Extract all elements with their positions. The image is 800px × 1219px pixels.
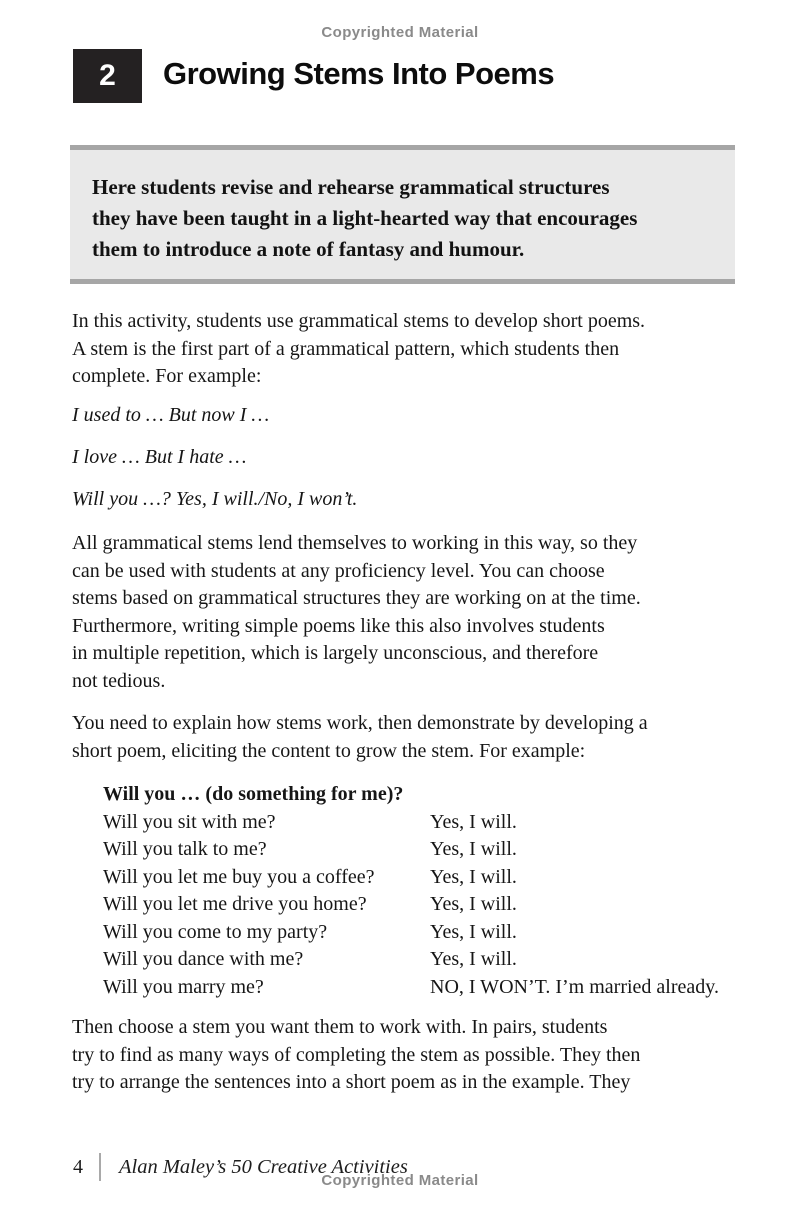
- example-row: [103, 919, 719, 947]
- example-row: [103, 946, 719, 974]
- book-title: Alan Maley’s 50 Creative Activities: [119, 1155, 408, 1178]
- stem-example-2: I love … But I hate …: [72, 446, 247, 468]
- text-line: can be used with students at any proficiency level. You can choose: [72, 559, 605, 582]
- copyright-notice-bottom: Copyrighted Material: [321, 1172, 479, 1189]
- text-line: Furthermore, writing simple poems like this also involves students: [72, 614, 605, 637]
- text-line: try to find as many ways of completing the stem as possible. They then: [72, 1043, 641, 1066]
- example-question: Will you let me drive you home?: [103, 893, 367, 915]
- text-line: Then choose a stem you want them to work with. In pairs, students: [72, 1016, 608, 1038]
- intro-paragraph: [72, 308, 645, 391]
- closing-paragraph: [72, 1014, 640, 1097]
- text-line: in multiple repetition, which is largely unconscious, and therefore: [72, 642, 599, 664]
- example-row: [103, 809, 719, 837]
- example-row: [103, 891, 719, 919]
- stem-example-1: I used to … But now I …: [72, 404, 270, 426]
- instructions-paragraph: [72, 710, 648, 765]
- example-answer: Yes, I will.: [430, 920, 517, 943]
- rationale-paragraph: [72, 530, 641, 695]
- text-line: In this activity, students use grammatical stems to develop short poems.: [72, 310, 646, 332]
- poem-example-header: Will you … (do something for me)?: [103, 783, 404, 805]
- text-line: A stem is the first part of a grammatical pattern, which students then: [72, 337, 620, 360]
- example-question: Will you dance with me?: [103, 948, 304, 970]
- text-line: not tedious.: [72, 669, 166, 692]
- example-question: Will you talk to me?: [103, 838, 267, 860]
- example-answer: NO, I WON’T. I’m married already.: [430, 975, 719, 998]
- example-question: Will you marry me?: [103, 975, 264, 998]
- text-line: try to arrange the sentences into a short poem as in the example. They: [72, 1071, 631, 1093]
- text-line: them to introduce a note of fantasy and humour.: [92, 237, 525, 261]
- chapter-number: 2: [99, 59, 116, 92]
- example-question: Will you let me buy you a coffee?: [103, 865, 375, 888]
- chapter-number-box: [73, 49, 142, 103]
- text-line: short poem, eliciting the content to grow the stem. For example:: [72, 739, 586, 762]
- example-question: Will you sit with me?: [103, 810, 276, 833]
- text-line: All grammatical stems lend themselves to working in this way, so they: [72, 532, 638, 554]
- example-answer: Yes, I will.: [430, 810, 517, 833]
- poem-example-block: [103, 781, 719, 1001]
- text-line: they have been taught in a light-hearted way that encourages: [92, 206, 638, 230]
- copyright-notice-top: Copyrighted Material: [321, 24, 479, 41]
- example-row: [103, 836, 719, 864]
- stem-example-3: Will you …? Yes, I will./No, I won’t.: [72, 488, 358, 510]
- text-line: stems based on grammatical structures they are working on at the time.: [72, 587, 641, 609]
- summary-callout-box: [70, 145, 735, 284]
- chapter-title: Growing Stems Into Poems: [163, 56, 555, 91]
- example-answer: Yes, I will.: [430, 948, 517, 970]
- example-answer: Yes, I will.: [430, 865, 517, 888]
- page-number: 4: [73, 1155, 83, 1178]
- example-answer: Yes, I will.: [430, 893, 517, 915]
- text-line: Here students revise and rehearse grammatical structures: [92, 175, 610, 199]
- text-line: You need to explain how stems work, then demonstrate by developing a: [72, 712, 648, 734]
- example-answer: Yes, I will.: [430, 838, 517, 860]
- text-line: complete. For example:: [72, 365, 262, 387]
- example-row: [103, 864, 719, 892]
- example-question: Will you come to my party?: [103, 920, 328, 943]
- example-row: [103, 974, 719, 1002]
